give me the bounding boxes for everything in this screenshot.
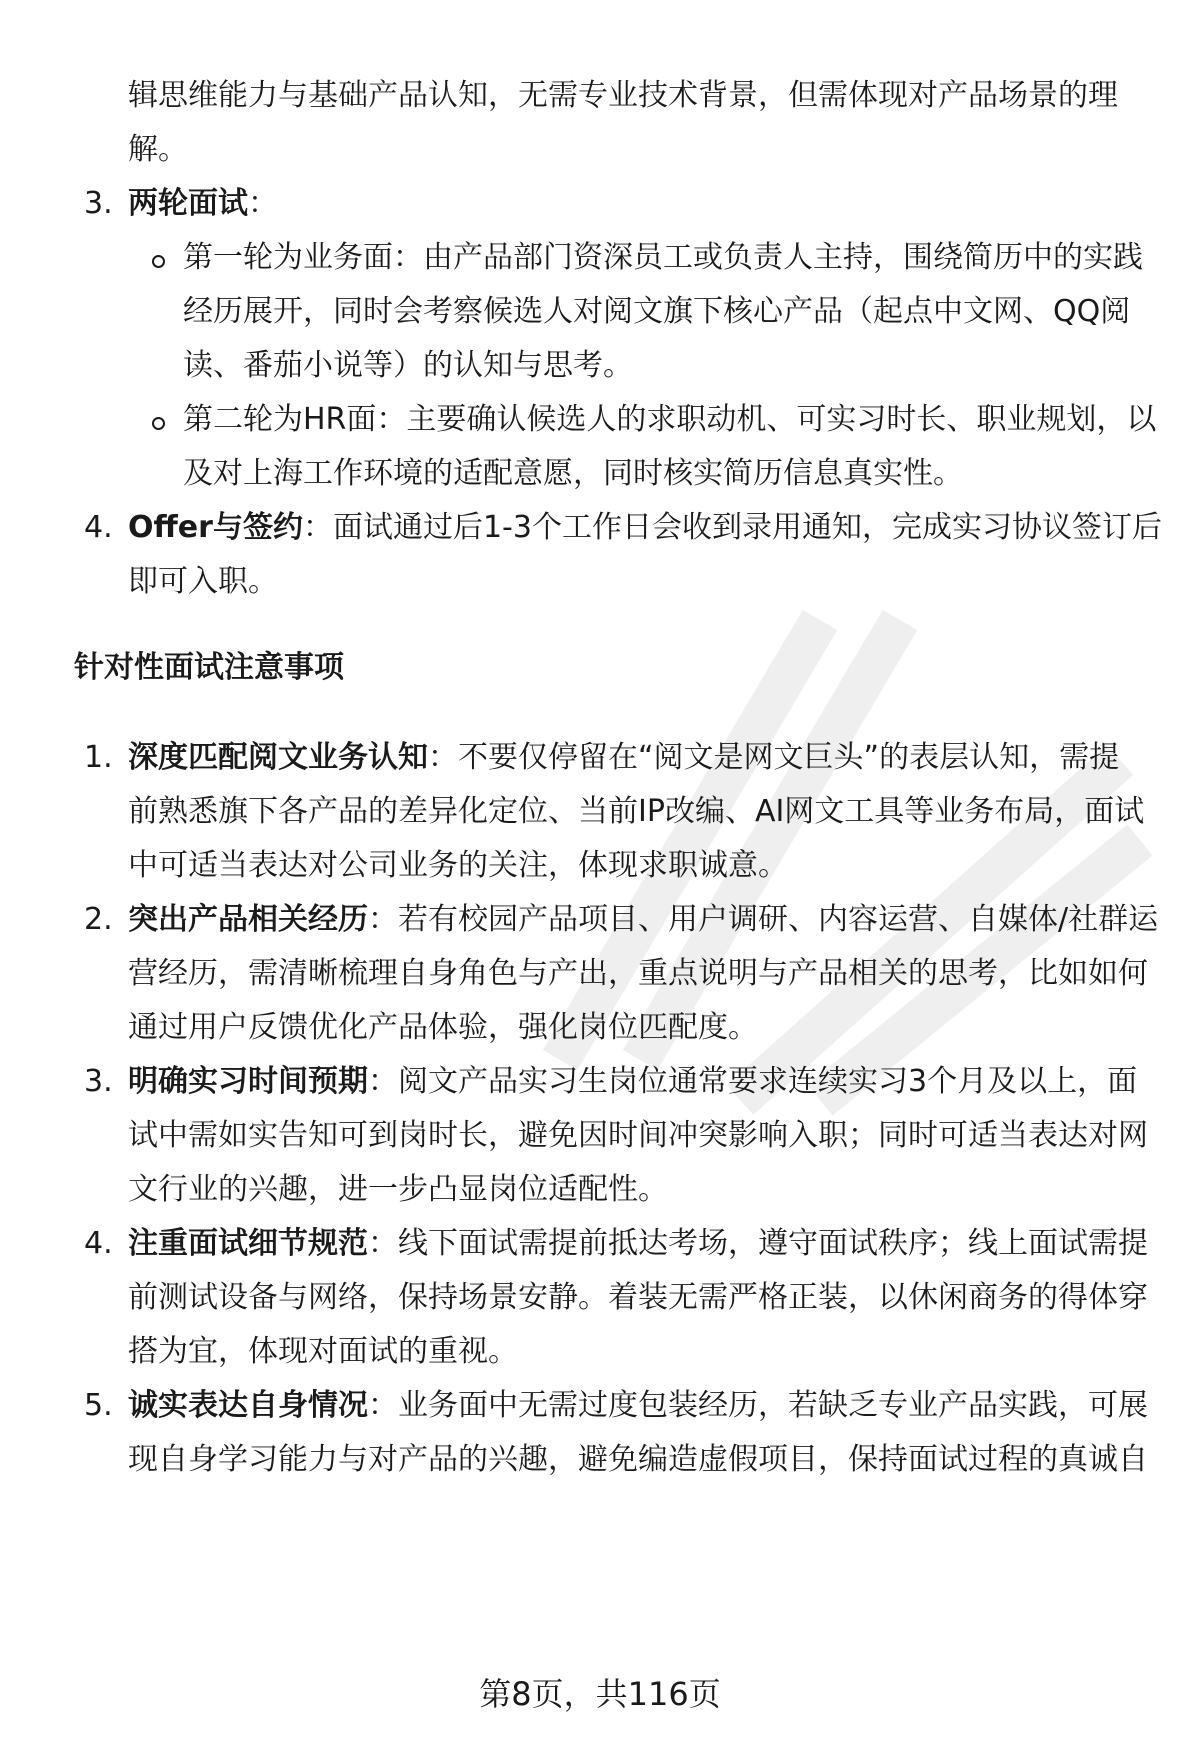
section-title: 针对性面试注意事项 xyxy=(74,650,344,685)
list-item-title: 明确实习时间预期 xyxy=(128,1064,368,1099)
list-number: 4. xyxy=(84,1226,113,1261)
paragraph-text: ：不要仅停留在“阅文是网文巨头”的表层认知，需提 xyxy=(428,740,1120,775)
list-number: 5. xyxy=(84,1388,113,1423)
paragraph-line: 辑思维能力与基础产品认知，无需专业技术背景，但需体现对产品场景的理 xyxy=(128,78,1118,113)
list-number: 3. xyxy=(84,186,113,221)
list-item-title: 突出产品相关经历 xyxy=(128,902,368,937)
paragraph-line: 即可入职。 xyxy=(128,564,278,599)
bullet-icon xyxy=(152,417,165,430)
bullet-icon xyxy=(152,255,165,268)
paragraph-line: 第一轮为业务面：由产品部门资深员工或负责人主持，围绕简历中的实践 xyxy=(183,240,1143,275)
paragraph-line: 经历展开，同时会考察候选人对阅文旗下核心产品（起点中文网、QQ阅 xyxy=(183,294,1131,329)
list-item-heading xyxy=(128,1386,1148,1426)
list-item-title: 注重面试细节规范 xyxy=(128,1226,368,1261)
paragraph-line: 中可适当表达对公司业务的关注，体现求职诚意。 xyxy=(128,848,788,883)
paragraph-text: ：阅文产品实习生岗位通常要求连续实习3个月及以上，面 xyxy=(368,1064,1138,1099)
list-number: 1. xyxy=(84,740,113,775)
paragraph-line: 第二轮为HR面：主要确认候选人的求职动机、可实习时长、职业规划，以 xyxy=(183,402,1157,437)
list-item-heading xyxy=(128,900,1158,940)
paragraph-text: ：线下面试需提前抵达考场，遵守面试秩序；线上面试需提 xyxy=(368,1226,1148,1261)
list-number: 3. xyxy=(84,1064,113,1099)
paragraph-line: 读、番茄小说等）的认知与思考。 xyxy=(183,348,633,383)
list-item-heading xyxy=(128,738,1119,778)
paragraph-text: ：若有校园产品项目、用户调研、内容运营、自媒体/社群运 xyxy=(368,902,1159,937)
list-number: 4. xyxy=(84,510,113,545)
list-item-heading xyxy=(128,1224,1148,1264)
list-item-heading xyxy=(128,508,1162,548)
list-item-heading xyxy=(128,1062,1137,1102)
list-item-title: Offer与签约 xyxy=(128,510,303,545)
page-footer: 第8页，共116页 xyxy=(479,1675,721,1713)
paragraph-line: 文行业的兴趣，进一步凸显岗位适配性。 xyxy=(128,1172,668,1207)
paragraph-text: ：面试通过后1-3个工作日会收到录用通知，完成实习协议签订后 xyxy=(302,510,1162,545)
list-item-heading xyxy=(128,184,278,224)
paragraph-line: 试中需如实告知可到岗时长，避免因时间冲突影响入职；同时可适当表达对网 xyxy=(128,1118,1148,1153)
paragraph-line: 营经历，需清晰梳理自身角色与产出，重点说明与产品相关的思考，比如如何 xyxy=(128,956,1148,991)
list-item-colon: ： xyxy=(248,186,278,221)
list-item-title: 诚实表达自身情况 xyxy=(128,1388,368,1423)
paragraph-text: ：业务面中无需过度包装经历，若缺乏专业产品实践，可展 xyxy=(368,1388,1148,1423)
paragraph-line: 及对上海工作环境的适配意愿，同时核实简历信息真实性。 xyxy=(183,456,963,491)
paragraph-line: 前熟悉旗下各产品的差异化定位、当前IP改编、AI网文工具等业务布局，面试 xyxy=(128,794,1145,829)
list-item-title: 两轮面试 xyxy=(128,186,248,221)
list-item-title: 深度匹配阅文业务认知 xyxy=(128,740,428,775)
paragraph-line: 解。 xyxy=(128,132,188,167)
list-number: 2. xyxy=(84,902,113,937)
paragraph-line: 搭为宜，体现对面试的重视。 xyxy=(128,1334,518,1369)
paragraph-line: 前测试设备与网络，保持场景安静。着装无需严格正装，以休闲商务的得体穿 xyxy=(128,1280,1148,1315)
paragraph-line: 现自身学习能力与对产品的兴趣，避免编造虚假项目，保持面试过程的真诚自 xyxy=(128,1442,1148,1477)
paragraph-line: 通过用户反馈优化产品体验，强化岗位匹配度。 xyxy=(128,1010,758,1045)
